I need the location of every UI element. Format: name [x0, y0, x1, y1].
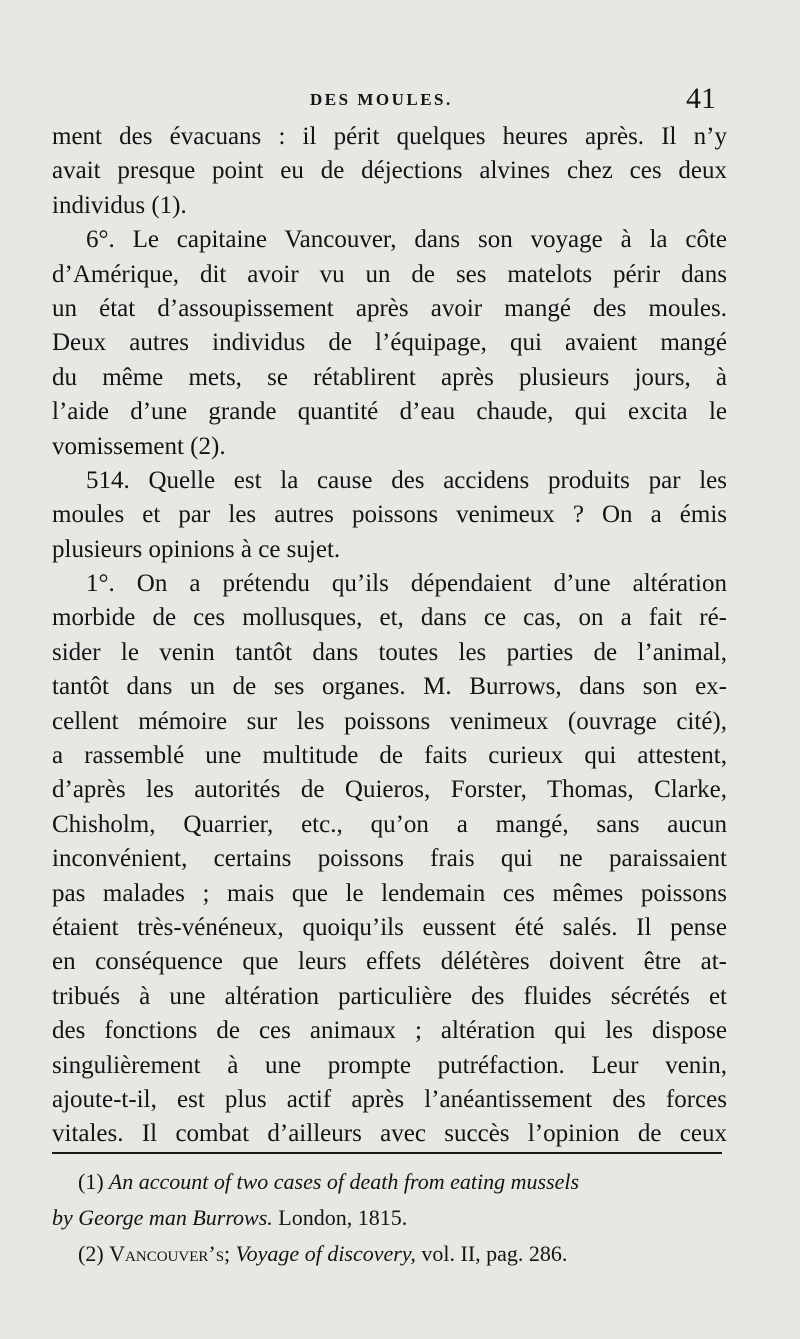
text-line: sider le venin tantôt dans toutes les parties de l’animal,	[52, 638, 727, 666]
footnote-author: by George man Burrows.	[52, 1205, 273, 1230]
footnotes	[52, 1164, 720, 1272]
footnote-1-continued	[52, 1200, 720, 1236]
body-text	[52, 120, 727, 1152]
text-line: vitales. Il combat d’ailleurs avec succès l’opinion de ceux	[52, 1120, 727, 1148]
footnote-rule	[52, 1152, 722, 1154]
text-line: morbide de ces mollusques, et, dans ce cas, on a fait ré-	[52, 604, 727, 632]
text-line: moules et par les autres poissons venimeux ? On a émis	[52, 501, 727, 529]
text-line: singulièrement à une prompte putréfaction. Leur venin,	[52, 1051, 727, 1079]
text-line: un état d’assoupissement après avoir mangé des moules.	[52, 294, 727, 322]
text-line: Chisholm, Quarrier, etc., qu’on a mangé, sans aucun	[52, 810, 727, 838]
text-line: individus (1).	[52, 191, 187, 219]
text-line: cellent mémoire sur les poissons venimeux (ouvrage cité),	[52, 707, 727, 735]
footnote-publication: London, 1815.	[278, 1205, 408, 1230]
text-line: l’aide d’une grande quantité d’eau chaude, qui excita le	[52, 398, 727, 426]
text-line: pas malades ; mais que le lendemain ces mêmes poissons	[52, 879, 727, 907]
text-line: tribués à une altération particulière des fluides sécrétés et	[52, 982, 727, 1010]
running-head	[0, 82, 800, 122]
text-line: tantôt dans un de ses organes. M. Burrows, dans son ex-	[52, 673, 727, 701]
text-line: a rassemblé une multitude de faits curieux qui attestent,	[52, 742, 727, 770]
text-line: en conséquence que leurs effets délétères doivent être at-	[52, 948, 727, 976]
footnote-number: (1)	[78, 1169, 104, 1194]
footnote-2	[52, 1236, 720, 1272]
text-line: 6°. Le capitaine Vancouver, dans son voyage à la côte	[86, 226, 727, 254]
text-line: avait presque point eu de déjections alvines chez ces deux	[52, 157, 727, 185]
footnote-1	[52, 1164, 720, 1200]
text-line: 1°. On a prétendu qu’ils dépendaient d’une altération	[86, 570, 727, 598]
text-line: d’après les autorités de Quieros, Forster, Thomas, Clarke,	[52, 776, 727, 804]
text-line: Deux autres individus de l’équipage, qui avaient mangé	[52, 329, 727, 357]
text-line: vomissement (2).	[52, 432, 226, 460]
footnote-author: Vancouver’s;	[109, 1241, 231, 1266]
text-line: ajoute-t-il, est plus actif après l’anéantissement des forces	[52, 1085, 727, 1113]
text-line: d’Amérique, dit avoir vu un de ses matelots périr dans	[52, 260, 727, 288]
text-line: 514. Quelle est la cause des accidens produits par les	[86, 466, 727, 494]
text-line: des fonctions de ces animaux ; altération qui les dispose	[52, 1017, 727, 1045]
text-line: inconvénient, certains poissons frais qui ne paraissaient	[52, 845, 727, 873]
footnote-reference: vol. II, pag. 286.	[421, 1241, 568, 1266]
text-line: plusieurs opinions à ce sujet.	[52, 535, 341, 563]
footnote-title: Voyage of discovery,	[235, 1241, 416, 1266]
page-number: 41	[686, 82, 716, 115]
footnote-title: An account of two cases of death from eating mussels	[108, 1169, 580, 1194]
running-title: DES MOULES.	[310, 90, 453, 109]
text-line: ment des évacuans : il périt quelques heures après. Il n’y	[52, 123, 727, 150]
text-line: du même mets, se rétablirent après plusieurs jours, à	[52, 363, 727, 391]
text-line: étaient très-vénéneux, quoiqu’ils eussent été salés. Il pense	[52, 913, 727, 941]
footnote-number: (2)	[78, 1241, 104, 1266]
